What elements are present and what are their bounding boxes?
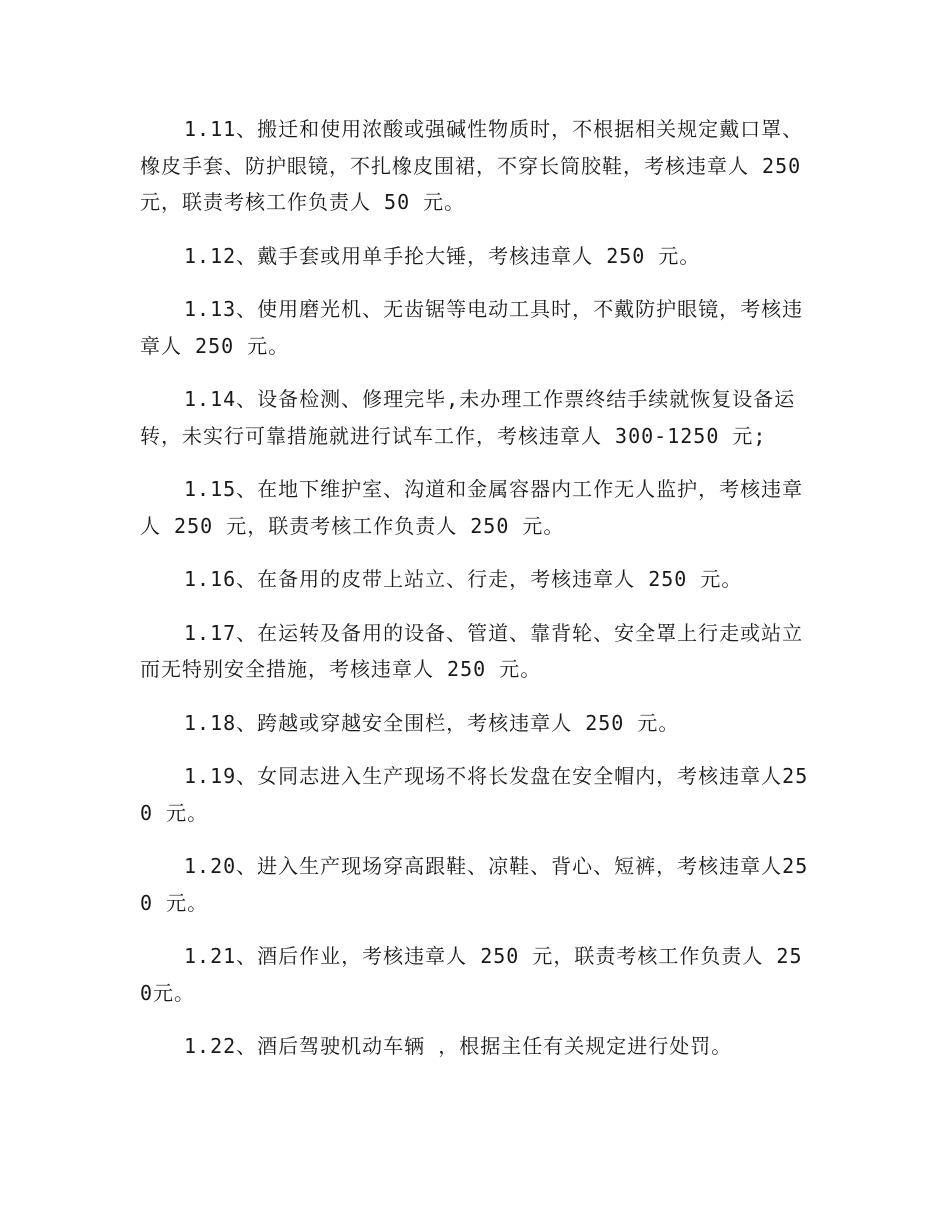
paragraph-1-14: 1.14、设备检测、修理完毕,未办理工作票终结手续就恢复设备运转，未实行可靠措施就进行试车工作，考核违章人 300-1250 元; (140, 387, 796, 448)
paragraph-1-13: 1.13、使用磨光机、无齿锯等电动工具时，不戴防护眼镜，考核违章人 250 元。 (140, 297, 804, 358)
paragraph-1-16: 1.16、在备用的皮带上站立、行走，考核违章人 250 元。 (184, 567, 743, 591)
paragraph-1-17: 1.17、在运转及备用的设备、管道、靠背轮、安全罩上行走或站立而无特别安全措施，考核违章人 250 元。 (140, 620, 804, 681)
paragraph-1-12: 1.12、戴手套或用单手抡大锤，考核违章人 250 元。 (184, 243, 701, 268)
document-body (140, 111, 810, 1082)
paragraph-1-19: 1.19、女同志进入生产现场不将长发盘在安全帽内，考核违章人250 元。 (140, 764, 809, 825)
paragraph-1-21: 1.21、酒后作业，考核违章人 250 元，联责考核工作负责人 250元。 (140, 944, 803, 1005)
paragraph-1-22: 1.22、酒后驾驶机动车辆 ，根据主任有关规定进行处罚。 (184, 1034, 733, 1058)
paragraph-1-20: 1.20、进入生产现场穿高跟鞋、凉鞋、背心、短裤，考核违章人250 元。 (140, 854, 809, 915)
paragraph-1-11: 1.11、搬迁和使用浓酸或强碱性物质时，不根据相关规定戴口罩、橡皮手套、防护眼镜，不扎橡皮围裙，不穿长筒胶鞋，考核违章人 250 元，联责考核工作负责人 50 元。 (140, 117, 804, 214)
paragraph-1-15: 1.15、在地下维护室、沟道和金属容器内工作无人监护，考核违章人 250 元，联责考核工作负责人 250 元。 (140, 477, 804, 538)
paragraph-1-18: 1.18、跨越或穿越安全围栏，考核违章人 250 元。 (184, 710, 680, 735)
